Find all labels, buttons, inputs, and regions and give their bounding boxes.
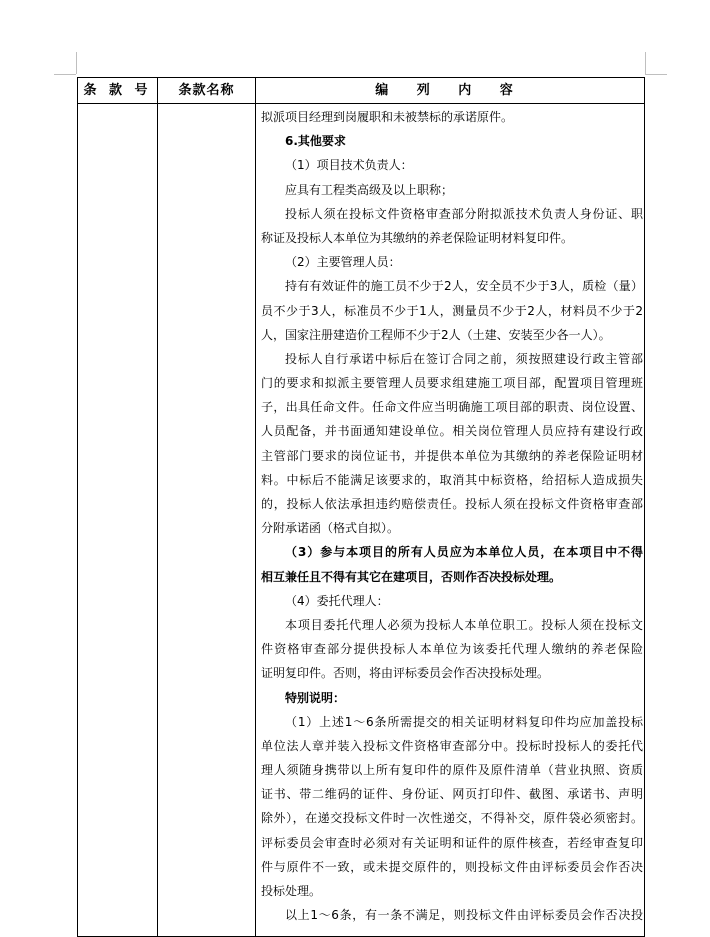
text-line: 员不少于3人，标准员不少于1人，测量员不少于2人，材料员不少于2 <box>261 303 643 318</box>
text-line: 的，投标人依法承担违约赔偿责任。投标人须在投标文件资格审查部 <box>261 497 643 511</box>
text-line: 子，出具任命文件。任命文件应当明确施工项目部的职责、岗位设置、 <box>261 400 643 415</box>
text-line: 分附承诺函（格式自拟）。 <box>261 521 400 536</box>
text-line: 理人须随身携带以上所有复印件的原件及原件清单（营业执照、资质 <box>261 763 643 778</box>
text-line: 主管部门要求的岗位证书，并提供本单位为其缴纳的养老保险证明材 <box>261 448 643 463</box>
table-divider-2 <box>255 78 256 936</box>
clause-table <box>77 77 645 937</box>
text-line: 人员配备，并书面通知建设单位。相关岗位管理人员应持有建设行政 <box>261 424 643 439</box>
text-line: 评标委员会审查时必须对有关证明和证件的原件核查，若经审查复印 <box>261 835 643 850</box>
crop-mark-top-right-horizontal <box>645 74 667 75</box>
header-clause-name: 条款名称 <box>178 83 235 98</box>
text-line: 投标处理。 <box>261 884 322 898</box>
text-line: 本项目委托代理人必须为投标人本单位职工。投标人须在投标文 <box>285 617 643 632</box>
text-line: 除外），在递交投标文件时一次性递交，不得补交，原件袋必须密封。 <box>261 811 643 826</box>
text-line: 料。中标后不能满足该要求的，取消其中标资格，给招标人造成损失 <box>261 472 643 487</box>
text-line: 以上1～6条，有一条不满足，则投标文件由评标委员会作否决投 <box>285 908 643 923</box>
text-line: 件资格审查部分提供投标人本单位为该委托代理人缴纳的养老保险 <box>261 642 643 657</box>
header-clause-no: 条 款 号 <box>83 83 152 98</box>
text-line: 单位法人章并装入投标文件资格审查部分中。投标时投标人的委托代 <box>261 738 643 753</box>
text-line: 人，国家注册建造价工程师不少于2人（土建、安装至少各一人）。 <box>261 327 611 342</box>
crop-mark-top-left-horizontal <box>54 74 76 75</box>
text-line: 投标人自行承诺中标后在签订合同之前，须按照建设行政主管部 <box>285 351 643 366</box>
text-line: （1）项目技术负责人： <box>285 158 413 173</box>
header-content: 编 列 内 容 <box>375 83 525 98</box>
text-line: （1）上述1～6条所需提交的相关证明材料复印件均应加盖投标 <box>285 714 643 729</box>
text-line: （2）主要管理人员： <box>285 255 401 270</box>
bold-text-line: （3）参与本项目的所有人员应为本单位人员，在本项目中不得 <box>285 545 643 560</box>
text-line: 持有有效证件的施工员不少于2人，安全员不少于3人，质检（量） <box>285 279 643 294</box>
content-cell <box>261 105 643 927</box>
text-line: 称证及投标人本单位为其缴纳的养老保险证明材料复印件。 <box>261 230 574 245</box>
text-line: 件与原件不一致，或未提交原件的，则投标文件由评标委员会作否决 <box>261 859 643 874</box>
table-divider-1 <box>157 78 158 936</box>
text-line: 证书、带二维码的证件、身份证、网页打印件、截图、承诺书、声明 <box>261 787 643 802</box>
text-line: 应具有工程类高级及以上职称； <box>285 182 454 197</box>
crop-mark-top-right-vertical <box>645 52 646 74</box>
text-line: 投标人须在投标文件资格审查部分附拟派技术负责人身份证、职 <box>285 206 643 221</box>
section-heading: 6.其他要求 <box>285 134 346 149</box>
header-divider <box>78 103 644 104</box>
text-line: 门的要求和拟派主要管理人员要求组建施工项目部，配置项目管理班 <box>261 376 643 391</box>
crop-mark-top-left-vertical <box>76 52 77 74</box>
text-line: 证明复印件。否则，将由评标委员会作否决投标处理。 <box>261 666 550 681</box>
text-line: （4）委托代理人： <box>285 593 389 608</box>
section-heading: 特别说明： <box>285 690 346 705</box>
text-line: 拟派项目经理到岗履职和未被禁标的承诺原件。 <box>261 110 514 124</box>
bold-text-line: 相互兼任且不得有其它在建项目，否则作否决投标处理。 <box>261 569 562 584</box>
